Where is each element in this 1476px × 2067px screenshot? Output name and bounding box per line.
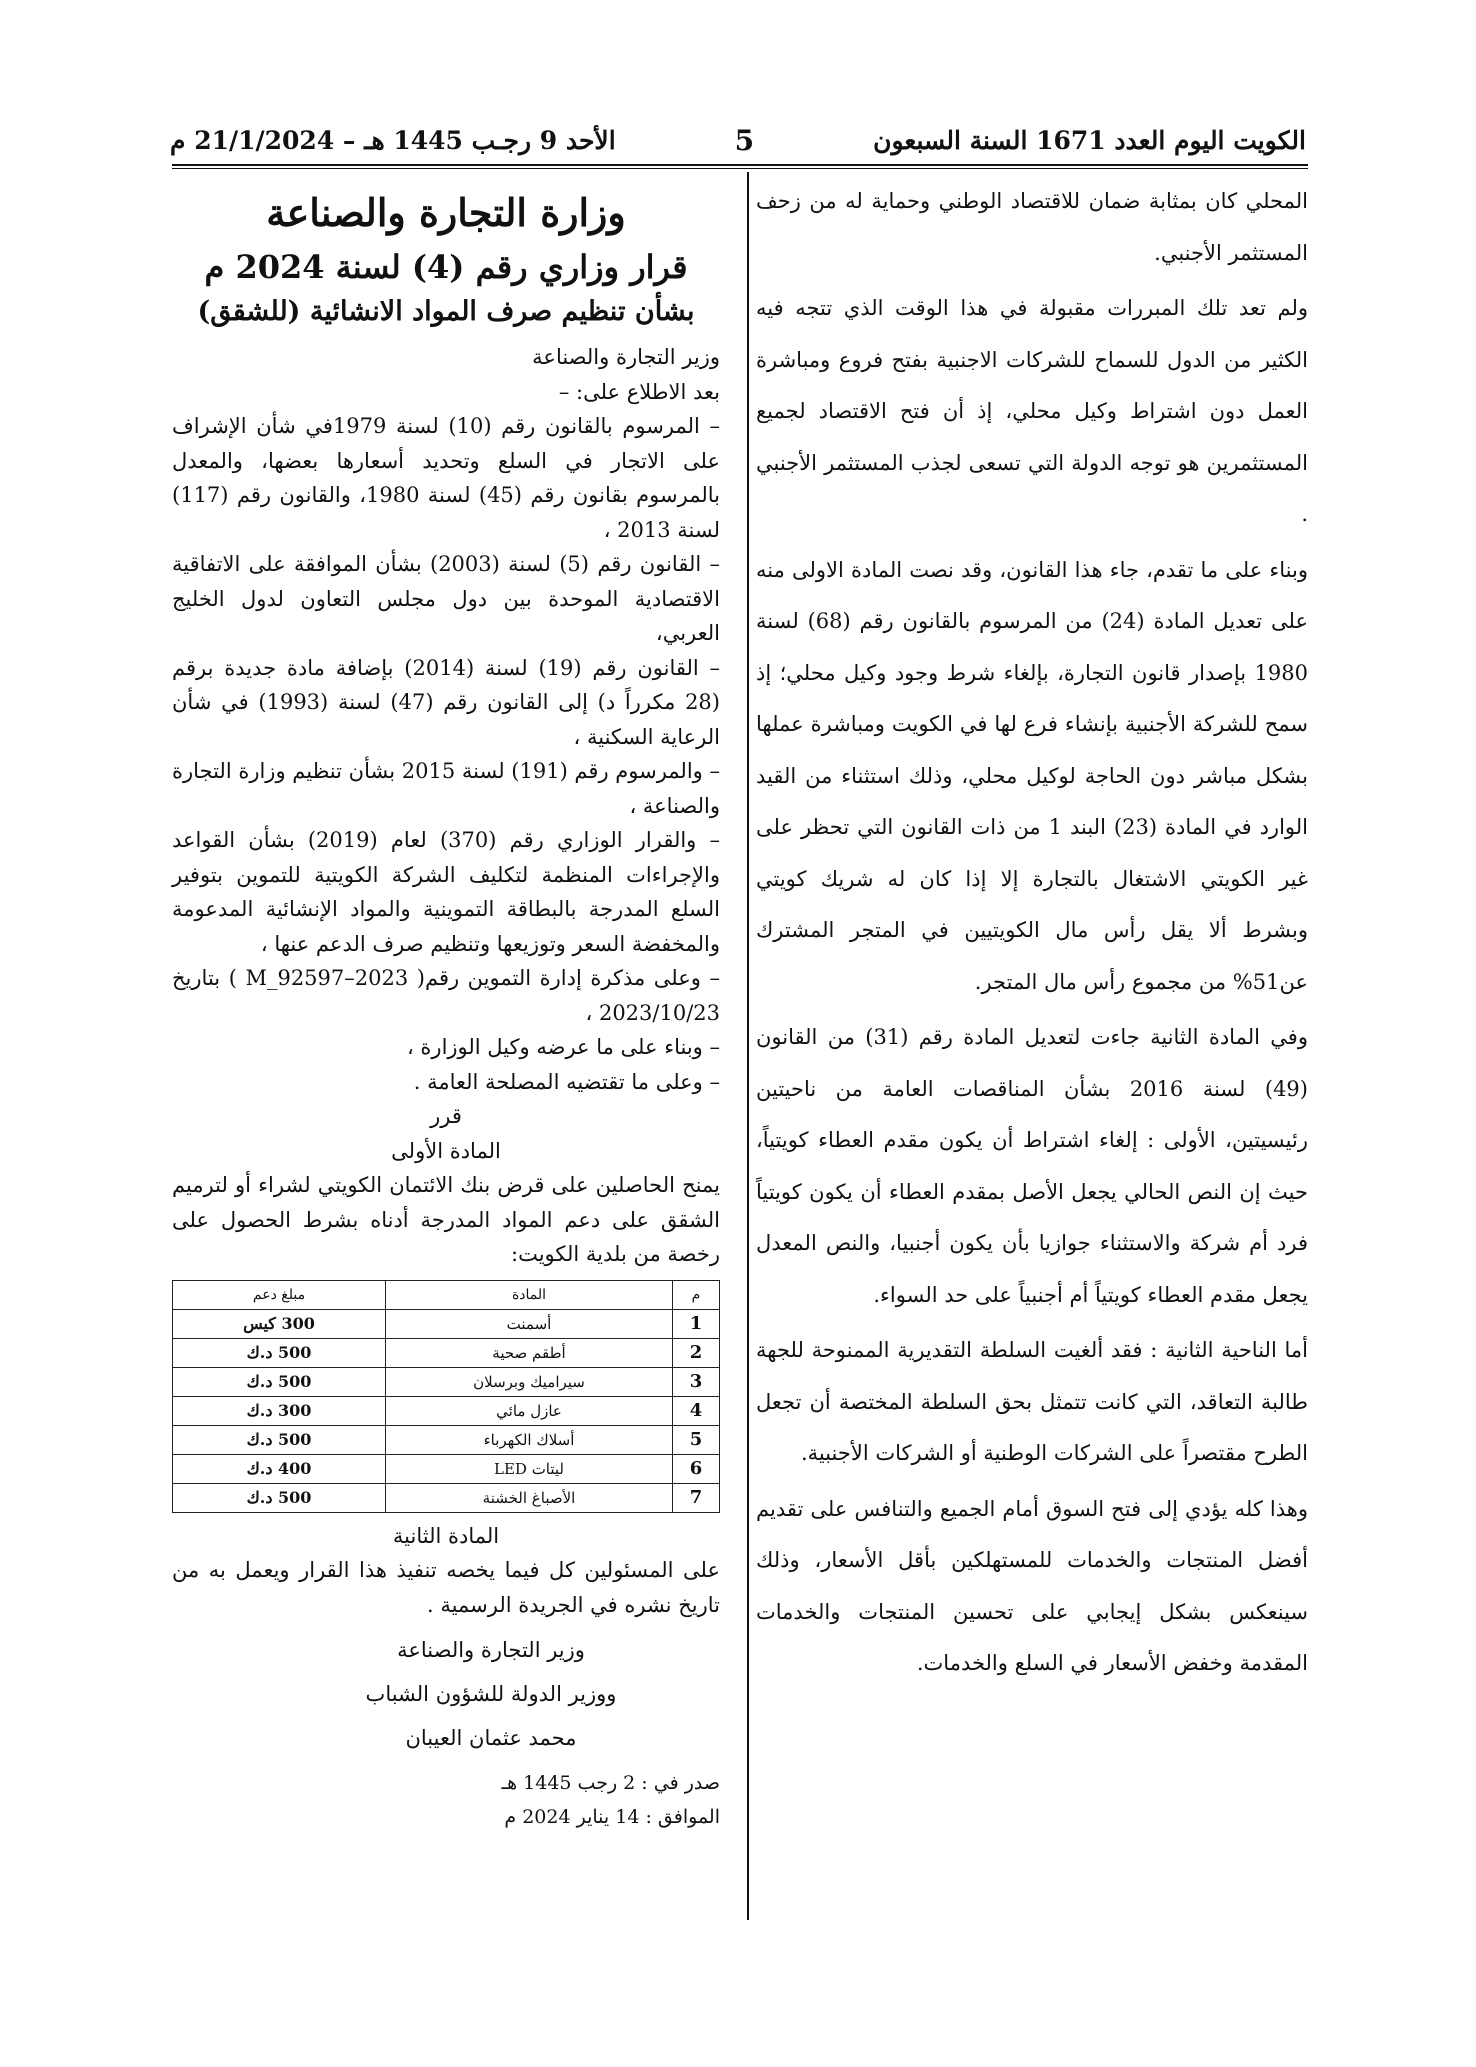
row-number: 7 bbox=[673, 1483, 720, 1512]
materials-table bbox=[172, 1280, 720, 1513]
decree-subject: بشأن تنظيم صرف المواد الانشائية (للشقق) bbox=[197, 296, 695, 327]
signature-name: محمد عثمان العيبان bbox=[405, 1726, 577, 1750]
table-row bbox=[173, 1483, 720, 1512]
row-material: أسمنت bbox=[386, 1309, 673, 1338]
decree-title: قرار وزاري رقم (4) لسنة 2024 م bbox=[204, 248, 688, 286]
memo-paragraph: أما الناحية الثانية : فقد ألغيت السلطة التقديرية الممنوحة للجهة طالبة التعاقد، التي كانت تتمثل بحق السلطة المختصة أن تجعل الطرح مقتصراً على الشركات الوطنية أو الشركات الأجنبية. bbox=[756, 1338, 1308, 1465]
article-2-title: المادة الثانية bbox=[392, 1523, 500, 1548]
header-rule-thin bbox=[172, 168, 1308, 169]
memo-paragraph: ولم تعد تلك المبررات مقبولة في هذا الوقت الذي تتجه فيه الكثير من الدول للسماح للشركات الاجنبية بفتح فروع ومباشرة العمل دون اشتراط وكيل محلي، إذ أن فتح الاقتصاد لجميع المستثمرين هو توجه الدولة التي تسعى لجذب المستثمر الأجنبي . bbox=[756, 296, 1308, 526]
row-amount: 400 د.ك bbox=[173, 1454, 386, 1483]
page-header bbox=[170, 120, 1306, 160]
row-number: 6 bbox=[673, 1454, 720, 1483]
table-row bbox=[173, 1367, 720, 1396]
header-rule bbox=[172, 164, 1308, 166]
table-header-cell: مبلغ دعم bbox=[173, 1280, 386, 1309]
memo-paragraph: وهذا كله يؤدي إلى فتح السوق أمام الجميع والتنافس على تقديم أفضل المنتجات والخدمات للمستهلكين بأقل الأسعار، وذلك سينعكس بشكل إيجابي على تحسين المنتجات والخدمات المقدمة وخفض الأسعار في السلع والخدمات. bbox=[756, 1496, 1308, 1675]
review-item: – والقرار الوزاري رقم (370) لعام (2019) بشأن القواعد والإجراءات المنظمة لتكليف الشركة الكويتية للتموين بتوفير السلع المدرجة بالبطاقة التموينية والمواد الإنشائية المدعومة والمخفضة السعر وتوزيعها وتنظيم صرف الدعم عنها ، bbox=[172, 828, 720, 956]
row-amount: 500 د.ك bbox=[173, 1338, 386, 1367]
row-amount: 500 د.ك bbox=[173, 1483, 386, 1512]
review-intro: بعد الاطلاع على: – bbox=[558, 379, 720, 404]
review-item: – وعلى ما تقتضيه المصلحة العامة . bbox=[413, 1069, 720, 1094]
review-item: – وبناء على ما عرضه وكيل الوزارة ، bbox=[406, 1035, 720, 1059]
row-amount: 300 كيس bbox=[173, 1309, 386, 1338]
row-material: سيراميك وبرسلان bbox=[386, 1367, 673, 1396]
header-date: الأحد 9 رجـب 1445 هـ – 21/1/2024 م bbox=[170, 125, 616, 155]
article-1-title: المادة الأولى bbox=[391, 1138, 501, 1163]
review-item: – المرسوم بالقانون رقم (10) لسنة 1979في شأن الإشراف على الاتجار في السلع وتحديد أسعارها بعضها، والمعدل بالمرسوم بقانون رقم (45) لسنة 1980، والقانون رقم (117) لسنة 2013 ، bbox=[172, 414, 720, 542]
table-row bbox=[173, 1396, 720, 1425]
page-number: 5 bbox=[734, 123, 755, 157]
table-header-cell: المادة bbox=[386, 1280, 673, 1309]
row-material: ليتات LED bbox=[386, 1454, 673, 1483]
memo-paragraph: وفي المادة الثانية جاءت لتعديل المادة رقم (31) من القانون (49) لسنة 2016 بشأن المناقصات العامة من ناحيتين رئيسيتين، الأولى : إلغاء اشتراط أن يكون مقدم العطاء كويتياً، حيث إن النص الحالي يجعل الأصل بمقدم العطاء أن يكون كويتياً فرد أم شركة والاستثناء جوازيا بأن يكون أجنبيا، والنص المعدل يجعل مقدم العطاء كويتياً أم أجنبياً على حد السواء. bbox=[756, 1025, 1308, 1307]
table-row bbox=[173, 1309, 720, 1338]
signature-title: وزير التجارة والصناعة bbox=[397, 1638, 585, 1662]
memo-paragraph: المحلي كان بمثابة ضمان للاقتصاد الوطني وحماية له من زحف المستثمر الأجنبي. bbox=[756, 189, 1308, 265]
row-material: الأصباغ الخشنة bbox=[386, 1483, 673, 1512]
row-amount: 500 د.ك bbox=[173, 1367, 386, 1396]
review-item: – والمرسوم رقم (191) لسنة 2015 بشأن تنظيم وزارة التجارة والصناعة ، bbox=[171, 759, 720, 818]
row-material: أطقم صحية bbox=[386, 1338, 673, 1367]
table-row bbox=[173, 1454, 720, 1483]
header-issue-info: الكويت اليوم العدد 1671 السنة السبعون bbox=[873, 125, 1306, 155]
row-number: 2 bbox=[673, 1338, 720, 1367]
issued-date-gregorian: الموافق : 14 يناير 2024 م bbox=[504, 1806, 720, 1828]
row-amount: 300 د.ك bbox=[173, 1396, 386, 1425]
review-item: – وعلى مذكرة إدارة التموين رقم( M_92597–2023 ) بتاريخ 2023/10/23 ، bbox=[172, 966, 720, 1025]
row-number: 3 bbox=[673, 1367, 720, 1396]
row-amount: 500 د.ك bbox=[173, 1425, 386, 1454]
review-item: – القانون رقم (19) لسنة (2014) بإضافة مادة جديدة برقم (28 مكرراً د) إلى القانون رقم (47) لسنة (1993) في شأن الرعاية السكنية ، bbox=[172, 655, 720, 749]
review-item: – القانون رقم (5) لسنة (2003) بشأن الموافقة على الاتفاقية الاقتصادية الموحدة بين دول مجلس التعاون لدول الخليج العربي، bbox=[172, 552, 720, 645]
signature-title-2: ووزير الدولة للشؤون الشباب bbox=[365, 1682, 617, 1706]
issued-date-hijri: صدر في : 2 رجب 1445 هـ bbox=[501, 1772, 720, 1794]
row-number: 5 bbox=[673, 1425, 720, 1454]
memo-paragraph: وبناء على ما تقدم، جاء هذا القانون، وقد نصت المادة الاولى منه على تعديل المادة (24) من المرسوم بالقانون رقم (68) لسنة 1980 بإصدار قانون التجارة، بإلغاء شرط وجود وكيل محلي؛ إذ سمح للشركة الأجنبية بإنشاء فرع لها في الكويت ومباشرة عملها بشكل مباشر دون الحاجة لوكيل محلي، وذلك استثناء من القيد الوارد في المادة (23) البند 1 من ذات القانون التي تحظر على غير الكويتي الاشتغال بالتجارة إلا إذا كان له شريك كويتي وبشرط ألا يقل رأس مال الكويتيين في المتجر المشترك عن51% من مجموع رأس مال المتجر. bbox=[756, 557, 1308, 994]
table-row bbox=[173, 1425, 720, 1454]
right-column bbox=[756, 176, 1308, 1694]
column-divider bbox=[747, 172, 749, 1920]
table-header-row bbox=[173, 1280, 720, 1309]
table-header-cell: م bbox=[673, 1280, 720, 1309]
row-number: 1 bbox=[673, 1309, 720, 1338]
article-1-text: يمنح الحاصلين على قرض بنك الائتمان الكويتي لشراء أو لترميم الشقق على دعم المواد المدرجة أدناه بشرط الحصول على رخصة من بلدية الكويت: bbox=[172, 1173, 720, 1266]
minister-line: وزير التجارة والصناعة bbox=[532, 345, 720, 369]
ministry-title: وزارة التجارة والصناعة bbox=[266, 190, 626, 235]
row-material: عازل مائي bbox=[386, 1396, 673, 1425]
table-row bbox=[173, 1338, 720, 1367]
row-material: أسلاك الكهرباء bbox=[386, 1425, 673, 1454]
left-column bbox=[172, 176, 720, 1834]
row-number: 4 bbox=[673, 1396, 720, 1425]
decided-heading: قرر bbox=[430, 1104, 462, 1128]
article-2-text: على المسئولين كل فيما يخصه تنفيذ هذا القرار ويعمل به من تاريخ نشره في الجريدة الرسمية . bbox=[172, 1558, 720, 1617]
